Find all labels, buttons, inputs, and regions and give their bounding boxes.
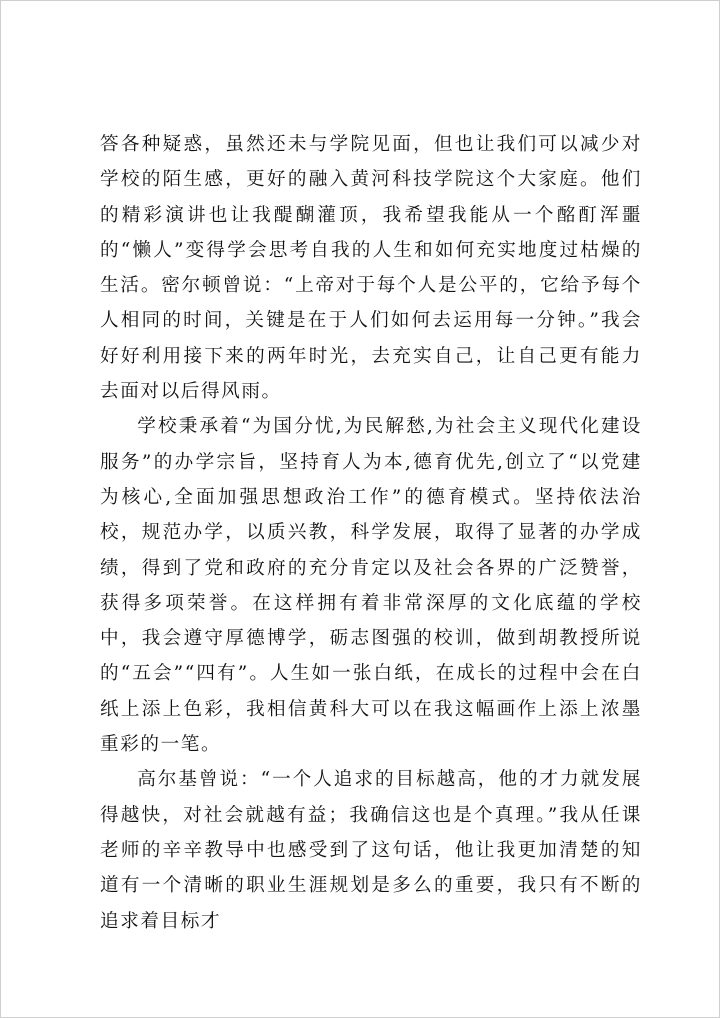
paragraph-school-motto: 学校秉承着“为国分忧,为民解愁,为社会主义现代化建设服务”的办学宗旨，坚持育人为本,德育优先,创立了“以党建为核心,全面加强思想政治工作”的德育模式。坚持依法治校，规范办学，以质兴教，科学发展，取得了显著的办学成绩，得到了党和政府的充分肯定以及社会各界的广泛赞誉，获得多项荣誉。在这样拥有着非常深厚的文化底蕴的学校中，我会遵守厚德博学，砺志图强的校训，做到胡教授所说的“五会”“四有”。人生如一张白纸，在成长的过程中会在白纸上添上色彩，我相信黄科大可以在我这幅画作上添上浓墨重彩的一笔。 — [100, 416, 642, 756]
body-text — [100, 127, 642, 939]
paragraph-continued: 答各种疑惑，虽然还未与学院见面，但也让我们可以减少对学校的陌生感，更好的融入黄河科技学院这个大家庭。他们的精彩演讲也让我醍醐灌顶，我希望我能从一个酩酊浑噩的“懒人”变得学会思考自我的人生和如何充实地度过枯燥的生活。密尔顿曾说：“上帝对于每个人是公平的，它给予每个人相同的时间，关键是在于人们如何去运用每一分钟。”我会好好利用接下来的两年时光，去充实自己，让自己更有能力去面对以后得风雨。 — [100, 134, 642, 403]
paragraph-gorky-quote: 高尔基曾说：“一个人追求的目标越高，他的才力就发展得越快，对社会就越有益；我确信这也是个真理。”我从任课老师的辛辛教导中也感受到了这句话，他让我更加清楚的知道有一个清晰的职业生涯规划是多么的重要，我只有不断的追求着目标才 — [100, 769, 642, 932]
